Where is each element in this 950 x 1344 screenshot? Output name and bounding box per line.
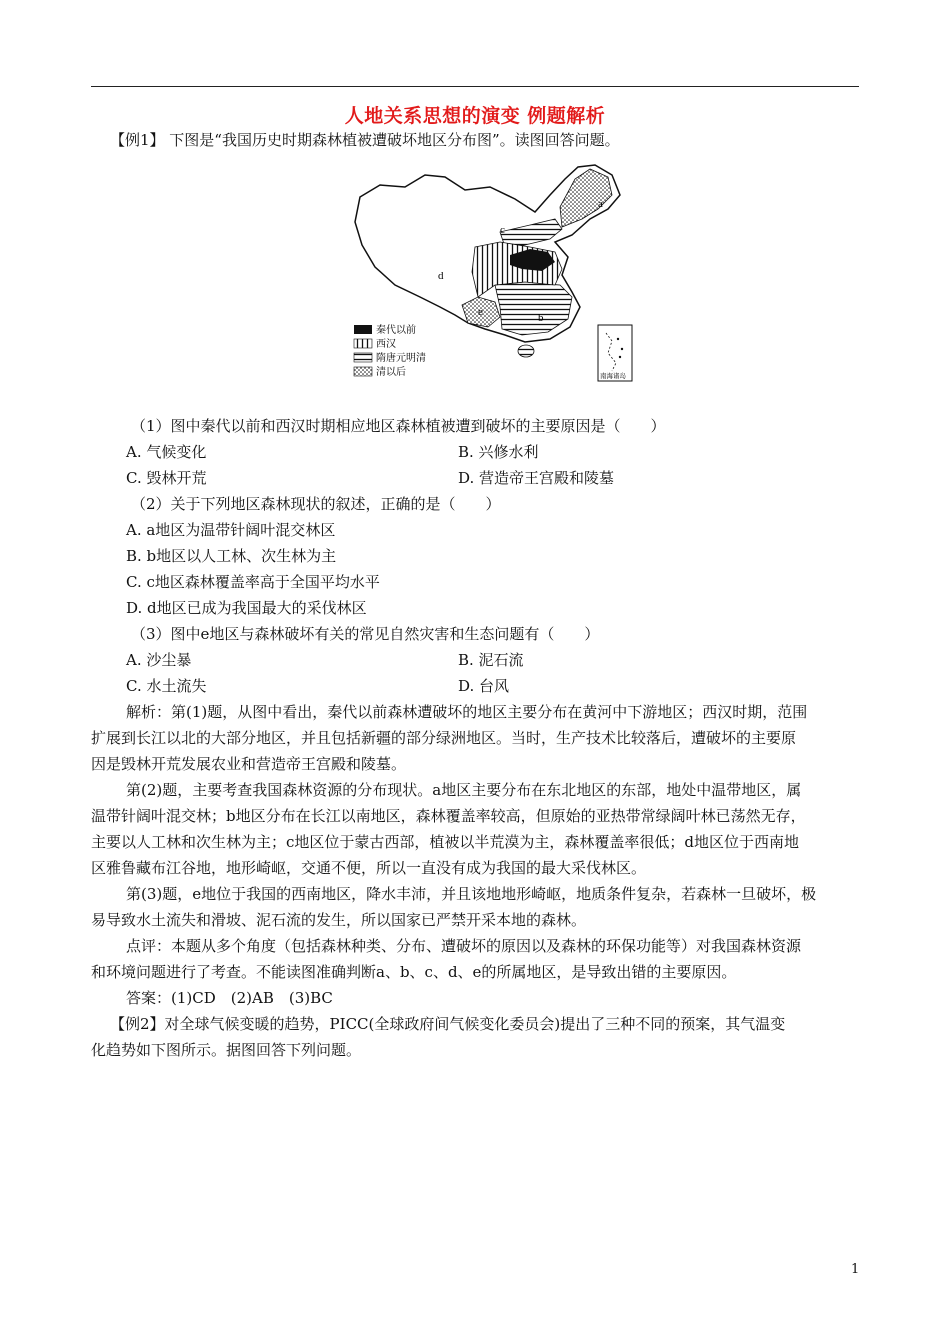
example-2-intro: 【例2】对全球气候变暖的趋势，PICC(全球政府间气候变化委员会)提出了三种不同的预案，其气温变: [110, 1015, 786, 1033]
answer-line: 答案：(1)CD (2)AB (3)BC: [126, 989, 333, 1007]
q2-stem: （2）关于下列地区森林现状的叙述，正确的是（ ）: [131, 495, 501, 513]
q1-option-b: B. 兴修水利: [458, 443, 539, 461]
analysis-line: 温带针阔叶混交林；b地区分布在长江以南地区，森林覆盖率较高，但原始的亚热带常绿阔叶林已荡然无存，: [91, 807, 806, 825]
china-forest-map: [350, 157, 640, 389]
q1-stem: （1）图中秦代以前和西汉时期相应地区森林植被遭到破坏的主要原因是（ ）: [131, 417, 666, 435]
q3-option-d: D. 台风: [458, 677, 510, 695]
q2-option-a: A. a地区为温带针阔叶混交林区: [126, 521, 336, 539]
analysis-line: 第(3)题，e地位于我国的西南地区，降水丰沛，并且该地地形崎岖，地质条件复杂，若森林一旦破坏，极: [126, 885, 817, 903]
q2-option-c: C. c地区森林覆盖率高于全国平均水平: [126, 573, 380, 591]
q3-stem: （3）图中e地区与森林破坏有关的常见自然灾害和生态问题有（ ）: [131, 625, 600, 643]
example-1-intro: 【例1】 下图是“我国历史时期森林植被遭破坏地区分布图”。读图回答问题。: [110, 131, 620, 149]
q3-option-b: B. 泥石流: [458, 651, 524, 669]
q2-option-d: D. d地区已成为我国最大的采伐林区: [126, 599, 367, 617]
analysis-line: 第(2)题，主要考查我国森林资源的分布现状。a地区主要分布在东北地区的东部，地处中温带地区，属: [126, 781, 802, 799]
q1-option-c: C. 毁林开荒: [126, 469, 207, 487]
legend-label-sui-tang: 隋唐元明清: [376, 353, 426, 364]
analysis-line: 区雅鲁藏布江谷地，地形崎岖，交通不便，所以一直没有成为我国的最大采伐林区。: [91, 859, 647, 877]
page-number: 1: [851, 1262, 860, 1277]
header-rule: [91, 86, 859, 87]
map-label-d: d: [438, 270, 444, 282]
example-2-intro: 化趋势如下图所示。据图回答下列问题。: [91, 1041, 362, 1059]
q3-option-a: A. 沙尘暴: [126, 651, 192, 669]
map-label-c: c: [500, 224, 505, 236]
comment-line: 和环境问题进行了考查。不能读图准确判断a、b、c、d、e的所属地区，是导致出错的主要原因。: [91, 963, 737, 981]
legend-label-western-han: 西汉: [376, 339, 396, 350]
map-label-e: e: [478, 306, 483, 318]
hainan-island: [518, 345, 534, 357]
page-title: 人地关系思想的演变 例题解析: [344, 105, 606, 127]
inset-label: 南海诸岛: [600, 372, 626, 380]
q1-option-a: A. 气候变化: [126, 443, 207, 461]
south-china-sea-inset: [598, 325, 632, 381]
q1-option-d: D. 营造帝王宫殿和陵墓: [458, 469, 615, 487]
q2-option-b: B. b地区以人工林、次生林为主: [126, 547, 337, 565]
map-legend: [354, 323, 426, 378]
analysis-line: 解析：第(1)题，从图中看出，秦代以前森林遭破坏的地区主要分布在黄河中下游地区；西汉时期，范围: [126, 703, 808, 721]
analysis-line: 因是毁林开荒发展农业和营造帝王宫殿和陵墓。: [91, 755, 407, 773]
analysis-line: 主要以人工林和次生林为主；c地区位于蒙古西部，植被以半荒漠为主，森林覆盖率很低；d地区位于西南地: [91, 833, 800, 851]
comment-line: 点评：本题从多个角度（包括森林种类、分布、遭破坏的原因以及森林的环保功能等）对我国森林资源: [126, 937, 802, 955]
map-label-b: b: [538, 312, 544, 324]
legend-label-qing-later: 清以后: [376, 367, 406, 378]
legend-label-pre-qin: 秦代以前: [376, 325, 416, 336]
analysis-line: 易导致水土流失和滑坡、泥石流的发生，所以国家已严禁开采本地的森林。: [91, 911, 587, 929]
map-label-a: a: [598, 198, 603, 210]
q3-option-c: C. 水土流失: [126, 677, 207, 695]
analysis-line: 扩展到长江以北的大部分地区，并且包括新疆的部分绿洲地区。当时，生产技术比较落后，遭破坏的主要原: [91, 729, 797, 747]
